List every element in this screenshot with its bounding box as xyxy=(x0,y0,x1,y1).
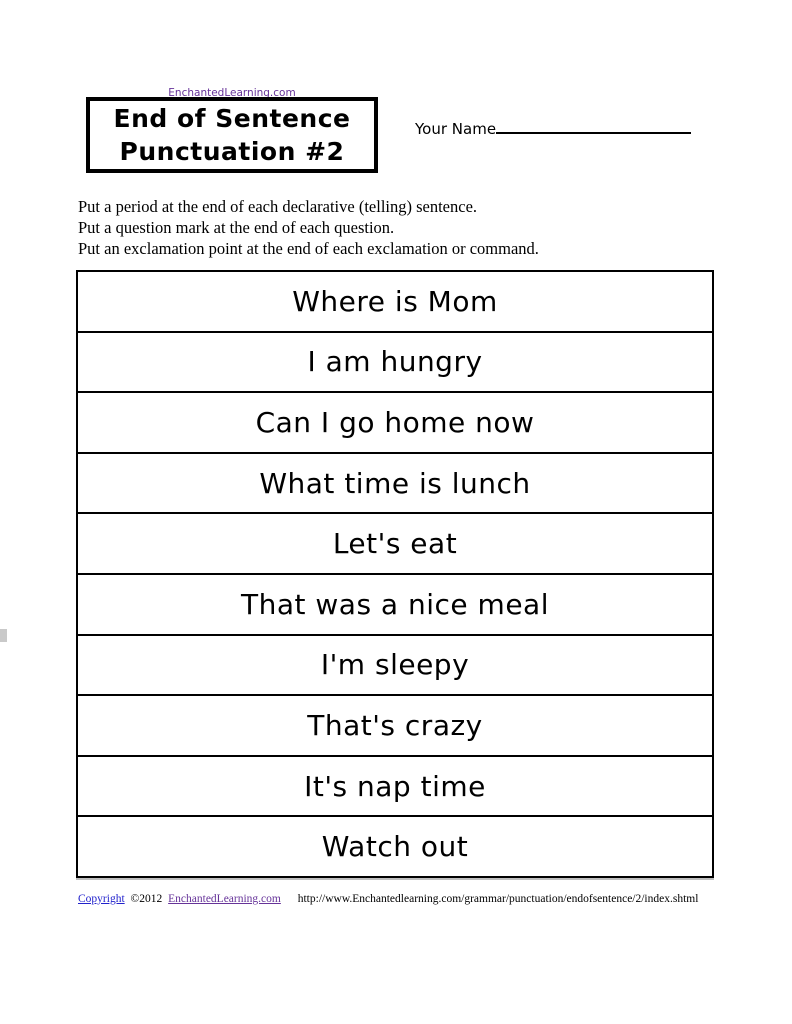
sentence-text: I'm sleepy xyxy=(320,648,470,682)
sentence-text: That's crazy xyxy=(307,708,483,742)
sentence-text: I am hungry xyxy=(307,345,483,379)
sentence-text: That was a nice meal xyxy=(241,587,549,621)
sentence-text: Can I go home now xyxy=(255,405,535,439)
sentence-table xyxy=(76,270,714,878)
copyright-year: ©2012 xyxy=(130,893,163,905)
sentence-text: Watch out xyxy=(321,830,469,864)
sentence-row xyxy=(78,575,712,636)
sentence-row xyxy=(78,817,712,876)
enchanted-learning-header-link[interactable]: EnchantedLearning.com xyxy=(168,87,296,99)
sentence-text: Let's eat xyxy=(332,527,458,561)
enchanted-learning-footer-link[interactable]: EnchantedLearning.com xyxy=(168,893,281,905)
instructions-block xyxy=(78,196,539,259)
name-field-label: Your Name xyxy=(415,120,497,138)
sentence-row xyxy=(78,393,712,454)
sentence-row xyxy=(78,454,712,515)
sentence-row xyxy=(78,757,712,818)
worksheet-url: http://www.Enchantedlearning.com/grammar/punctuation/endofsentence/2/index.shtml xyxy=(297,893,699,905)
instruction-line-1: Put a period at the end of each declarative (telling) sentence. xyxy=(78,197,478,216)
sentence-text: It's nap time xyxy=(304,769,486,803)
sentence-text: Where is Mom xyxy=(292,284,498,318)
footer xyxy=(78,893,698,905)
copyright-link[interactable]: Copyright xyxy=(78,893,125,905)
left-edge-artifact xyxy=(0,629,7,642)
instruction-line-3: Put an exclamation point at the end of each exclamation or command. xyxy=(78,239,539,258)
title-line-2: Punctuation #2 xyxy=(119,137,345,166)
worksheet-title-box xyxy=(86,97,378,173)
sentence-row xyxy=(78,514,712,575)
instruction-line-2: Put a question mark at the end of each question. xyxy=(78,218,395,237)
sentence-text: What time is lunch xyxy=(259,466,531,500)
sentence-row xyxy=(78,333,712,394)
sentence-row xyxy=(78,636,712,697)
sentence-row xyxy=(78,696,712,757)
sentence-row xyxy=(78,272,712,333)
name-blank-line xyxy=(496,121,691,134)
title-line-1: End of Sentence xyxy=(113,104,351,133)
name-field-row xyxy=(415,120,691,138)
